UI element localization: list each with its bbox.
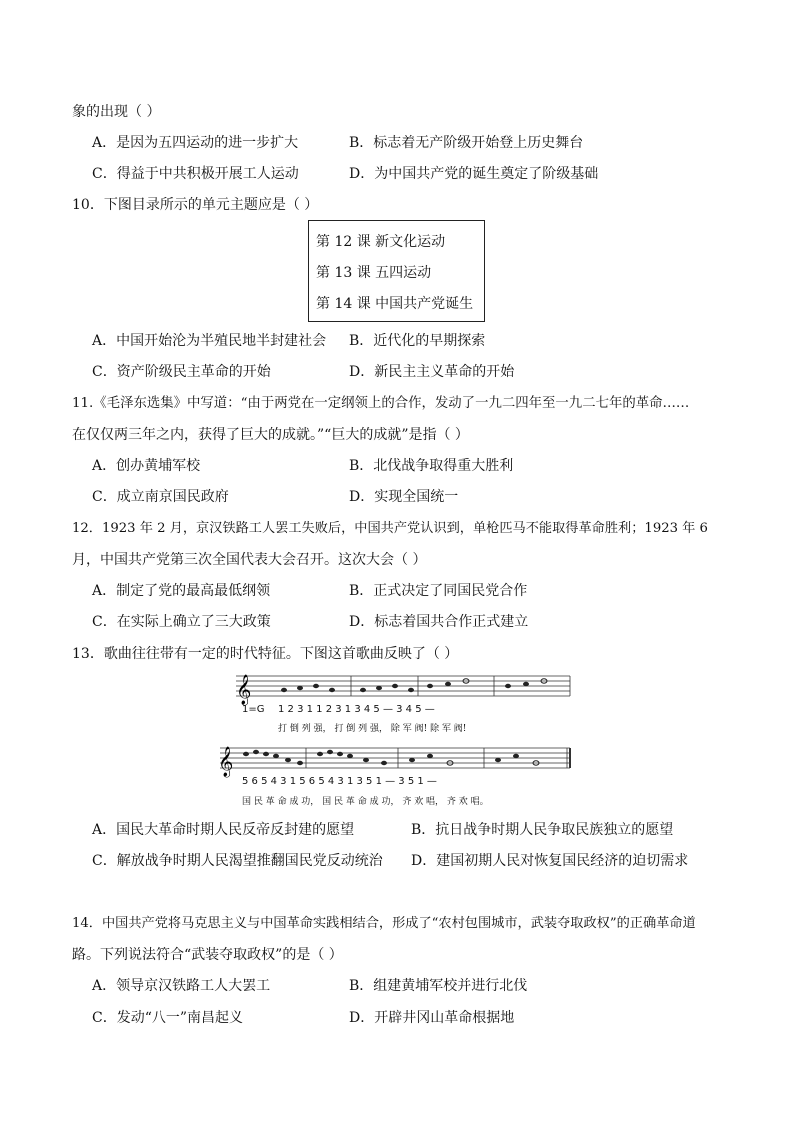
score-lyrics-1: 打 倒 列 强， 打 倒 列 强， 除 军 阀! 除 军 阀! bbox=[278, 724, 467, 734]
score-lyrics-2: 国 民 革 命 成 功， 国 民 革 命 成 功， 齐 欢 唱， 齐 欢 唱。 bbox=[242, 797, 489, 807]
q11-option-c: C．成立南京国民政府 bbox=[92, 489, 229, 505]
q9-option-c: C．得益于中共积极开展工人运动 bbox=[92, 166, 299, 182]
q9-option-b: B．标志着无产阶级开始登上历史舞台 bbox=[349, 135, 584, 151]
q11-stem-line2: 在仅仅两三年之内，获得了巨大的成就。”“巨大的成就”是指（ ） bbox=[72, 427, 469, 443]
score-numbers-1: 1 2 3 1 1 2 3 1 3 4 5 — 3 4 5 — bbox=[278, 704, 435, 715]
q13-option-b: B．抗日战争时期人民争取民族独立的愿望 bbox=[411, 822, 674, 838]
q14-option-a: A．领导京汉铁路工人大罢工 bbox=[92, 978, 271, 994]
q13-option-d: D．建国初期人民对恢复国民经济的迫切需求 bbox=[411, 853, 689, 869]
q12-option-a: A．制定了党的最高最低纲领 bbox=[92, 583, 271, 599]
toc-item: 第 12 课 新文化运动 bbox=[316, 234, 446, 250]
q12-stem-line2: 月，中国共产党第三次全国代表大会召开。这次大会（ ） bbox=[72, 552, 427, 568]
toc-item: 第 13 课 五四运动 bbox=[316, 265, 432, 281]
q10-option-a: A．中国开始沦为半殖民地半封建社会 bbox=[92, 333, 327, 349]
q14-stem-line2: 路。下列说法符合“武装夺取政权”的是（ ） bbox=[72, 947, 343, 963]
score-numbers-2: 5 6 5 4 3 1 5 6 5 4 3 1 3 5 1 — 3 5 1 — bbox=[242, 776, 437, 787]
q9-option-a: A．是因为五四运动的进一步扩大 bbox=[92, 135, 299, 151]
music-score bbox=[216, 668, 576, 808]
q12-option-d: D．标志着国共合作正式建立 bbox=[349, 614, 529, 630]
q13-option-a: A．国民大革命时期人民反帝反封建的愿望 bbox=[92, 822, 355, 838]
staff-lines-2 bbox=[220, 748, 570, 768]
q12-option-b: B．正式决定了同国民党合作 bbox=[349, 583, 528, 599]
q10-table-of-contents bbox=[308, 220, 485, 322]
q12-stem-line1: 12．1923 年 2 月，京汉铁路工人罢工失败后，中国共产党认识到，单枪匹马不能取得革命胜利；1923 年 6 bbox=[72, 521, 708, 536]
q13-option-c: C．解放战争时期人民渴望推翻国民党反动统治 bbox=[92, 853, 383, 869]
toc-item: 第 14 课 中国共产党诞生 bbox=[316, 296, 474, 312]
q14-stem-line1: 14．中国共产党将马克思主义与中国革命实践相结合，形成了“农村包围城市，武装夺取政权”的正确革命道 bbox=[72, 916, 696, 931]
q11-option-d: D．实现全国统一 bbox=[349, 489, 459, 505]
q10-option-b: B．近代化的早期探索 bbox=[349, 333, 486, 349]
q10-option-c: C．资产阶级民主革命的开始 bbox=[92, 364, 271, 380]
q12-option-c: C．在实际上确立了三大政策 bbox=[92, 614, 271, 630]
q11-option-b: B．北伐战争取得重大胜利 bbox=[349, 458, 514, 474]
staff-notation bbox=[216, 668, 576, 808]
q14-option-d: D．开辟井冈山革命根据地 bbox=[349, 1010, 515, 1026]
staff-lines-1 bbox=[236, 676, 570, 696]
q14-option-b: B．组建黄埔军校并进行北伐 bbox=[349, 978, 528, 994]
score-key: 1=G bbox=[242, 704, 265, 715]
q13-stem: 13．歌曲往往带有一定的时代特征。下图这首歌曲反映了（ ） bbox=[72, 646, 459, 662]
q10-stem: 10．下图目录所示的单元主题应是（ ） bbox=[72, 197, 319, 213]
q14-option-c: C．发动“八一”南昌起义 bbox=[92, 1010, 244, 1026]
treble-clef-icon: 𝄞 bbox=[218, 747, 234, 777]
q11-stem-line1: 11.《毛泽东选集》中写道：“由于两党在一定纲领上的合作，发动了一九二四年至一九二七年的革命…… bbox=[72, 396, 690, 411]
q9-stem-tail: 象的出现（ ） bbox=[72, 104, 161, 120]
q9-option-d: D．为中国共产党的诞生奠定了阶级基础 bbox=[349, 166, 599, 182]
treble-clef-icon: 𝄞 bbox=[236, 675, 252, 705]
q10-option-d: D．新民主主义革命的开始 bbox=[349, 364, 515, 380]
q11-option-a: A．创办黄埔军校 bbox=[92, 458, 201, 474]
